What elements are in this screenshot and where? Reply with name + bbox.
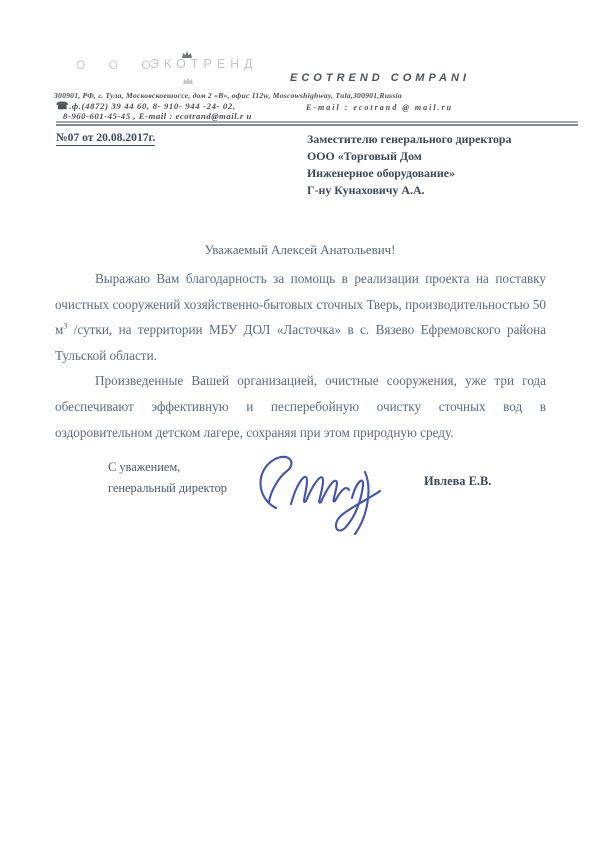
recipient-line: Заместителю генерального директора — [307, 132, 512, 146]
letterhead-divider — [56, 121, 578, 126]
email-address-right: E-mail : ecotrand @ mail.ru — [306, 103, 454, 112]
company-address: 300901, РФ, г. Тула, Московскоешоссе, дом 2 «В», офис 112w, Moscowshighway, Tula,300901,Russia — [54, 91, 402, 100]
company-name-english: ECOTREND COMPANI — [290, 72, 470, 84]
paragraph-1-text: Выражаю Вам благодарность за помощь в реализации проекта на поставку очистных сооружений хозяйственно-бытовых сточных Тверь, производительностью 50 м — [55, 271, 546, 338]
paragraph-2: Произведенные Вашей организацией, очистные сооружения, уже три года обеспечивают эффективную и песперебойную очистку сточных вод в оздоровительном детском лагере, сохраняя при этом природную среду. — [55, 373, 546, 440]
recipient-line: Инженерное оборудование» — [307, 166, 455, 180]
letter-body — [55, 266, 546, 445]
phone-icon: ☎ — [56, 101, 70, 112]
closing-regards: С уважением, — [108, 460, 181, 474]
crown-icon — [181, 46, 193, 55]
superscript-3: 3 — [63, 321, 68, 331]
signatory-name: Ивлева Е.В. — [424, 474, 492, 488]
closing-position: генеральный директор — [108, 481, 227, 495]
paragraph-1 — [55, 266, 546, 368]
closing-block — [108, 457, 227, 499]
recipient-block — [307, 131, 511, 199]
paragraph-1-text-cont: /сутки, на территории МБУ ДОЛ «Ласточка» в с. Вязево Ефремовского района Тульской области. — [55, 322, 546, 363]
phone-line-2: 8-960-601-45-45 , E-mail : ecotrand@mail.r u — [63, 111, 252, 121]
logo-company-name: ЭКОТРЕНД — [150, 57, 258, 71]
recipient-line: Г-ну Кунаховичу А.А. — [307, 183, 425, 197]
reference-number-date: №07 от 20.08.2017г. — [56, 131, 156, 144]
handwritten-signature — [246, 444, 404, 545]
logo-ooo-text: О О О — [76, 58, 161, 72]
phone-numbers: .ф.(4872) 39 44 60, 8- 910- 944 -24- 02, — [69, 101, 236, 111]
salutation: Уважаемый Алексей Анатольевич! — [204, 243, 396, 257]
recipient-line: ООО «Торговый Дом — [307, 149, 422, 163]
